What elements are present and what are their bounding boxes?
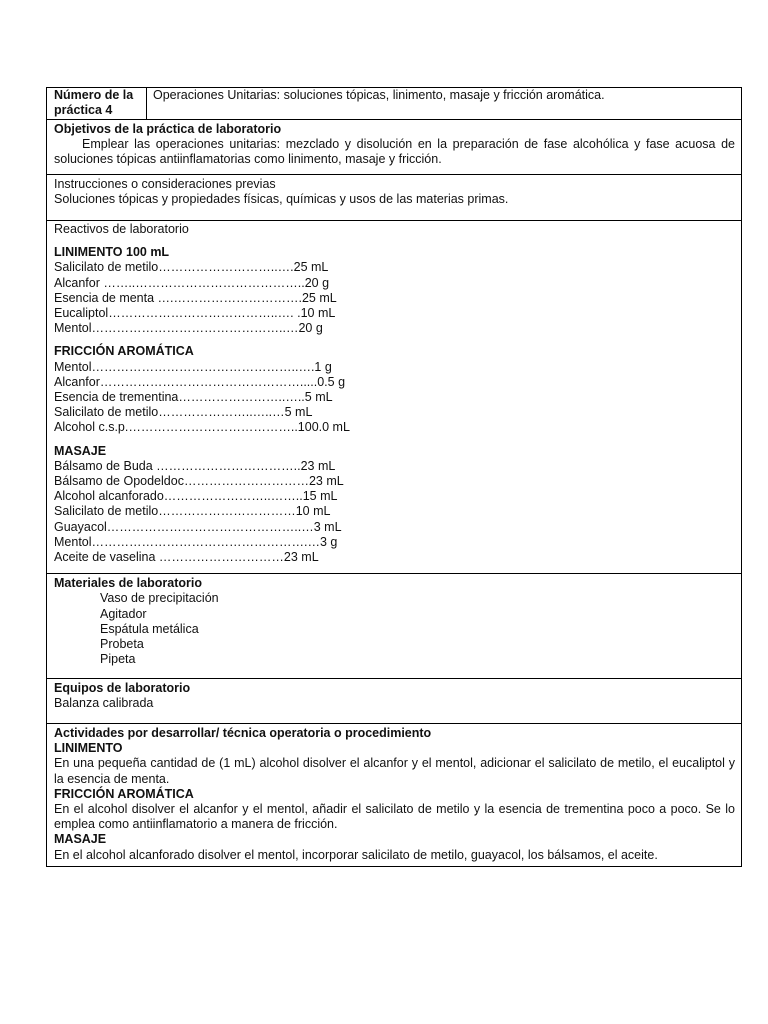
reactivos-heading: Reactivos de laboratorio [54, 222, 189, 237]
linimento-item: Salicilato de metilo………………………..….25 mL [54, 260, 329, 275]
masaje-item: Bálsamo de Buda ……………………………..23 mL [54, 458, 336, 473]
friccion-item: Salicilato de metilo…………………..…..…5 mL [54, 405, 313, 420]
equipos-section [47, 678, 741, 723]
masaje-item: Aceite de vaselina …………………………23 mL [54, 550, 319, 565]
actividades-masaje-text: En el alcohol alcanforado disolver el mentol, incorporar salicilato de metilo, guayacol, los bálsamos, el aceite. [54, 847, 658, 862]
actividades-friccion-text: En el alcohol disolver el alcanfor y el mentol, añadir el salicilato de metilo y la esencia de trementina poco a poco. Se lo emplea como antiinflamatorio a manera de fricción. [54, 801, 735, 832]
friccion-item: Alcohol c.s.p.…………………………………..100.0 mL [54, 420, 350, 435]
masaje-item: Alcohol alcanforado……………………..……..15 mL [54, 489, 338, 504]
instrucciones-section [47, 174, 741, 220]
masaje-item: Bálsamo de Opodeldoc…………………………23 mL [54, 474, 344, 489]
actividades-heading: Actividades por desarrollar/ técnica operatoria o procedimiento [54, 725, 432, 740]
material-item: Probeta [100, 637, 144, 652]
practice-number-label: Número de la práctica 4 [47, 88, 147, 119]
instrucciones-heading: Instrucciones o consideraciones previas [54, 176, 276, 191]
masaje-title: MASAJE [54, 443, 107, 458]
equipos-text: Balanza calibrada [54, 695, 154, 710]
masaje-item: Mentol…………………………………………….…3 g [54, 534, 338, 549]
actividades-masaje-title: MASAJE [54, 832, 107, 847]
friccion-item: Mentol…………………………………………..….1 g [54, 359, 332, 374]
material-item: Agitador [100, 606, 147, 621]
practice-document [46, 87, 742, 867]
masaje-item: Salicilato de metilo……………………………10 mL [54, 504, 331, 519]
masaje-item: Guayacol………………………………………..…3 mL [54, 519, 342, 534]
header-row [47, 88, 741, 119]
linimento-item: Eucaliptol…………………………………..…. .10 mL [54, 306, 336, 321]
linimento-item: Esencia de menta ….………………………….25 mL [54, 290, 337, 305]
practice-title: Operaciones Unitarias: soluciones tópicas, linimento, masaje y fricción aromática. [153, 88, 605, 102]
objetivos-heading: Objetivos de la práctica de laboratorio [54, 122, 282, 136]
friccion-title: FRICCIÓN AROMÁTICA [54, 344, 194, 359]
friccion-item: Esencia de trementina……………………..…..5 mL [54, 390, 333, 405]
linimento-title: LINIMENTO 100 mL [54, 245, 170, 260]
equipos-heading: Equipos de laboratorio [54, 680, 191, 695]
instrucciones-text: Soluciones tópicas y propiedades físicas, químicas y usos de las materias primas. [54, 191, 509, 206]
objetivos-section [47, 119, 741, 174]
linimento-item: Mentol………………………………………..…20 g [54, 321, 323, 336]
materiales-section [47, 573, 741, 677]
reactivos-section [47, 220, 741, 573]
actividades-friccion-title: FRICCIÓN AROMÁTICA [54, 786, 194, 801]
linimento-item: Alcanfor ……..…………………………………..20 g [54, 275, 330, 290]
objetivos-text: Emplear las operaciones unitarias: mezclado y disolución en la preparación de fase alcohólica y fase acuosa de soluciones tópicas antiinflamatorias como linimento, masaje y fricción. [54, 137, 735, 167]
materiales-heading: Materiales de laboratorio [54, 576, 202, 591]
actividades-linimento-title: LINIMENTO [54, 741, 123, 756]
friccion-item: Alcanfor………………………………………….....0.5 g [54, 374, 346, 389]
actividades-section [47, 723, 741, 866]
material-item: Vaso de precipitación [100, 591, 219, 606]
material-item: Espátula metálica [100, 621, 199, 636]
actividades-linimento-text: En una pequeña cantidad de (1 mL) alcohol disolver el alcanfor y el mentol, adicionar el salicilato de metilo, el eucaliptol y la esencia de menta. [54, 756, 735, 786]
material-item: Pipeta [100, 652, 136, 667]
